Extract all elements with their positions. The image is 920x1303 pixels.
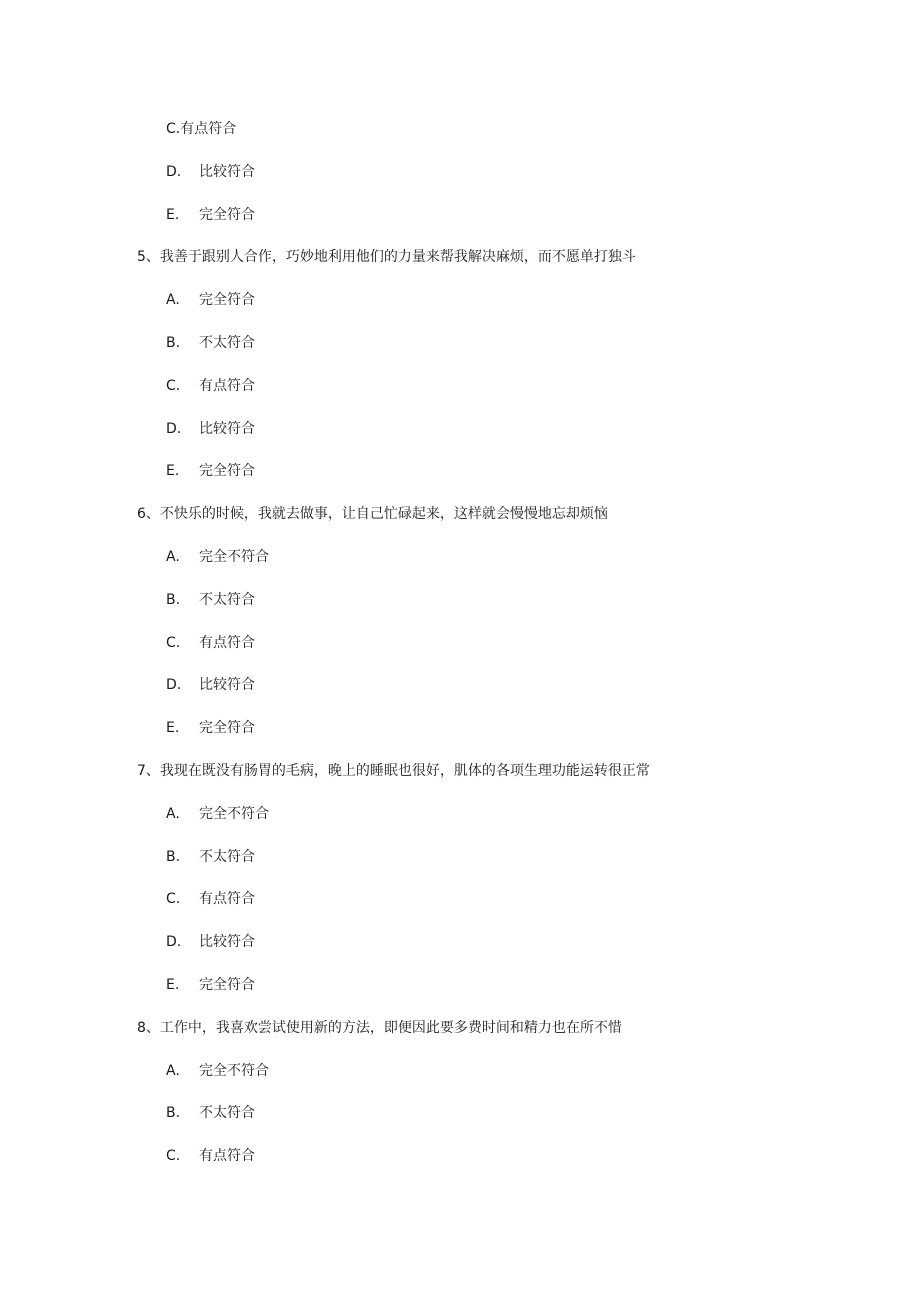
option-text: 比较符合: [199, 677, 255, 693]
option-letter: A.: [166, 549, 180, 565]
option-text: 比较符合: [199, 164, 255, 180]
option-text: 不太符合: [199, 335, 255, 351]
option-row: [166, 634, 255, 652]
option-letter: B.: [166, 592, 181, 608]
option-letter: C.: [166, 378, 181, 394]
option-letter: E.: [166, 720, 180, 736]
question-text: 8、工作中，我喜欢尝试使用新的方法，即便因此要多费时间和精力也在所不惜: [137, 1020, 622, 1036]
option-text: 完全符合: [199, 207, 255, 223]
option-text: 不太符合: [199, 592, 255, 608]
option-letter: D.: [166, 677, 182, 693]
option-text: 完全不符合: [199, 806, 269, 822]
option-letter: D.: [166, 934, 182, 950]
option-row: [166, 976, 255, 994]
question-text: 5、我善于跟别人合作，巧妙地利用他们的力量来帮我解决麻烦，而不愿单打独斗: [137, 249, 636, 265]
option-text: 比较符合: [199, 421, 255, 437]
option-text: 有点符合: [199, 1148, 255, 1164]
option-row: [166, 334, 255, 352]
option-row: [166, 1104, 255, 1122]
option-row: [166, 805, 269, 823]
option-row: [166, 719, 255, 737]
option-letter: C.: [166, 121, 181, 137]
option-row: [166, 1062, 269, 1080]
option-letter: E.: [166, 463, 180, 479]
option-letter: A.: [166, 806, 180, 822]
option-text: 有点符合: [199, 891, 255, 907]
option-row: [166, 420, 255, 438]
option-row: [166, 591, 255, 609]
option-text: 不太符合: [199, 849, 255, 865]
option-row: [166, 890, 255, 908]
option-text: 完全符合: [199, 292, 255, 308]
option-text: 不太符合: [199, 1105, 255, 1121]
option-letter: B.: [166, 849, 181, 865]
option-letter: B.: [166, 335, 181, 351]
option-row: [166, 933, 255, 951]
option-row: [166, 462, 255, 480]
option-row: [166, 163, 255, 181]
option-letter: E.: [166, 207, 180, 223]
option-row: [166, 1147, 255, 1165]
option-row: [166, 291, 255, 309]
option-text: 完全符合: [199, 463, 255, 479]
option-text: 比较符合: [199, 934, 255, 950]
option-text: 完全不符合: [199, 1063, 269, 1079]
option-letter: A.: [166, 292, 180, 308]
option-text: 有点符合: [199, 378, 255, 394]
option-letter: B.: [166, 1105, 181, 1121]
option-row: [166, 120, 236, 138]
option-letter: E.: [166, 977, 180, 993]
option-row: [166, 377, 255, 395]
option-letter: C.: [166, 1148, 181, 1164]
option-text: 完全符合: [199, 977, 255, 993]
option-row: [166, 676, 255, 694]
option-text: 有点符合: [199, 635, 255, 651]
option-text: 完全符合: [199, 720, 255, 736]
option-row: [166, 848, 255, 866]
question-text: 6、不快乐的时候，我就去做事，让自己忙碌起来，这样就会慢慢地忘却烦恼: [137, 506, 608, 522]
option-text: 有点符合: [180, 121, 237, 137]
option-letter: D.: [166, 421, 182, 437]
option-letter: C.: [166, 635, 181, 651]
option-row: [166, 206, 255, 224]
option-letter: D.: [166, 164, 182, 180]
option-letter: C.: [166, 891, 181, 907]
option-row: [166, 548, 269, 566]
question-text: 7、我现在既没有肠胃的毛病，晚上的睡眠也很好，肌体的各项生理功能运转很正常: [137, 763, 650, 779]
option-text: 完全不符合: [199, 549, 269, 565]
option-letter: A.: [166, 1063, 180, 1079]
